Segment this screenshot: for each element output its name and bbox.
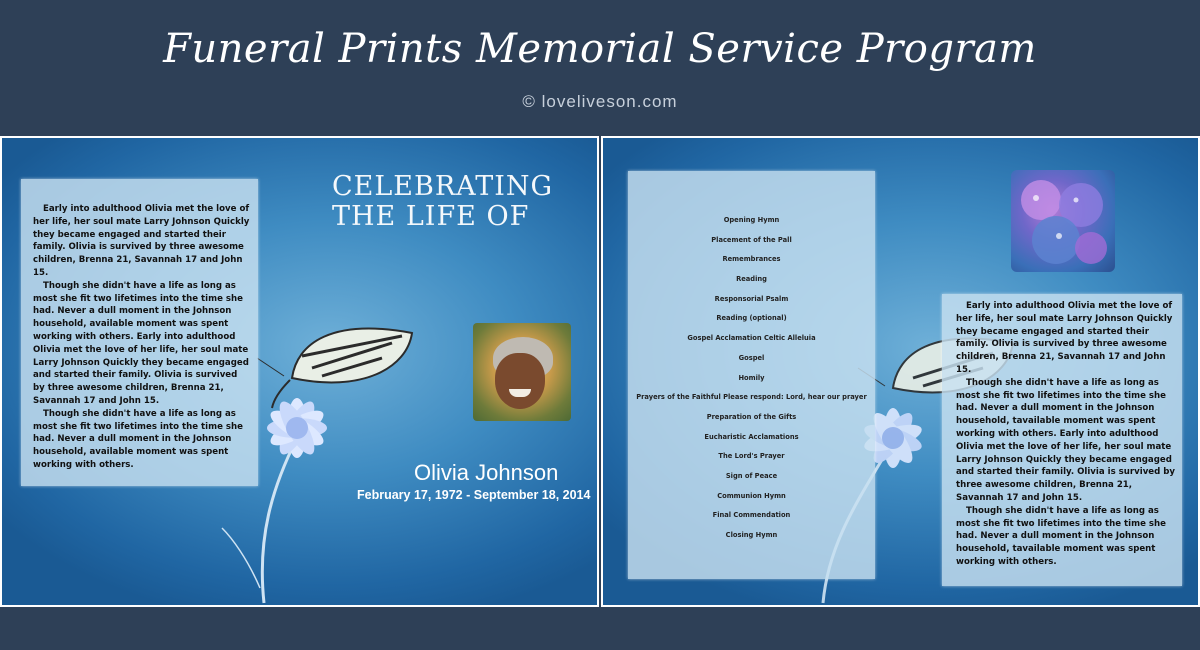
order-of-service-item: Communion Hymn bbox=[717, 491, 786, 500]
order-of-service-item: Reading bbox=[736, 275, 767, 284]
order-of-service-list bbox=[628, 211, 875, 546]
obituary-paragraph: Early into adulthood Olivia met the love of her life, her soul mate Larry Johnson Quickly they became engaged and started their family. Olivia is survived by three awesome children, Brenna 21, Savannah 17 and John 15. bbox=[956, 301, 1173, 375]
life-dates: February 17, 1972 - September 18, 2014 bbox=[357, 488, 591, 502]
page-title: Funeral Prints Memorial Service Program bbox=[163, 26, 1037, 72]
order-of-service-item: Remembrances bbox=[722, 255, 781, 264]
order-of-service-item: Prayers of the Faithful Please respond: Lord, hear our prayer bbox=[636, 393, 867, 402]
order-of-service-item: Homily bbox=[738, 373, 765, 382]
header-banner bbox=[0, 0, 1200, 133]
obituary-text-box bbox=[942, 294, 1182, 586]
obituary-paragraph: Though she didn't have a life as long as most she fit two lifetimes into the time she had. Never a dull moment in the Johnson household, available moment was spent working with others. bbox=[33, 408, 243, 470]
order-of-service-item: Responsorial Psalm bbox=[714, 294, 789, 303]
copyright-text: © loveliveson.com bbox=[522, 92, 678, 111]
order-of-service-item: Reading (optional) bbox=[716, 314, 787, 323]
obituary-paragraph: Early into adulthood Olivia met the love of her life, her soul mate Larry Johnson Quickly they became engaged and started their family. Olivia is survived by three awesome children, Brenna 21, Savannah 17 and John 15. bbox=[33, 204, 250, 278]
order-of-service-item: Gospel bbox=[738, 353, 765, 362]
obituary-paragraph: Though she didn't have a life as long as most she fit two lifetimes into the time she had. Never a dull moment in the Johnson household, tavailable moment was spent working with others. bbox=[956, 505, 1166, 567]
footer-band bbox=[0, 608, 1200, 650]
order-of-service-item: Sign of Peace bbox=[725, 471, 778, 480]
obituary-paragraph: Though she didn't have a life as long as most she fit two lifetimes into the time she had. Never a dull moment in the Johnson household, available moment was spent working with others. Early into adulthood Olivia met the love of her life, her soul mate Larry Johnson Quickly they became engaged and started their family. Olivia is survived by three awesome children, Brenna 21, Savannah 17 and John 15. bbox=[33, 280, 249, 406]
order-of-service-box bbox=[628, 171, 875, 579]
obituary-text-box bbox=[21, 179, 258, 486]
order-of-service-item: Gospel Acclamation Celtic Alleluia bbox=[687, 334, 816, 343]
celebrating-heading bbox=[332, 172, 553, 232]
program-inside-panel bbox=[601, 136, 1200, 607]
order-of-service-item: Preparation of the Gifts bbox=[706, 412, 797, 421]
celebrating-line-2: THE LIFE OF bbox=[332, 201, 530, 232]
celebrating-line-1: CELEBRATING bbox=[332, 171, 554, 202]
order-of-service-item: Final Commendation bbox=[712, 511, 791, 520]
obituary-paragraph: Though she didn't have a life as long as most she fit two lifetimes into the time she had. Never a dull moment in the Johnson household, tavailable moment was spent working with others. Early into adulthood Olivia met the love of her life, her soul mate Larry Johnson Quickly they became engaged and started their family. Olivia is survived by three awesome children, Brenna 21, Savannah 17 and John 15. bbox=[956, 377, 1176, 503]
order-of-service-item: Closing Hymn bbox=[725, 531, 778, 539]
order-of-service-item: Placement of the Pall bbox=[711, 235, 792, 244]
program-cover-panel bbox=[0, 136, 599, 607]
hydrangea-flower-photo bbox=[1011, 170, 1115, 272]
deceased-name: Olivia Johnson bbox=[414, 460, 559, 485]
order-of-service-item: The Lord's Prayer bbox=[718, 452, 785, 461]
order-of-service-item: Eucharistic Acclamations bbox=[704, 432, 799, 441]
deceased-portrait-photo bbox=[473, 323, 571, 421]
order-of-service-item: Opening Hymn bbox=[723, 216, 780, 224]
